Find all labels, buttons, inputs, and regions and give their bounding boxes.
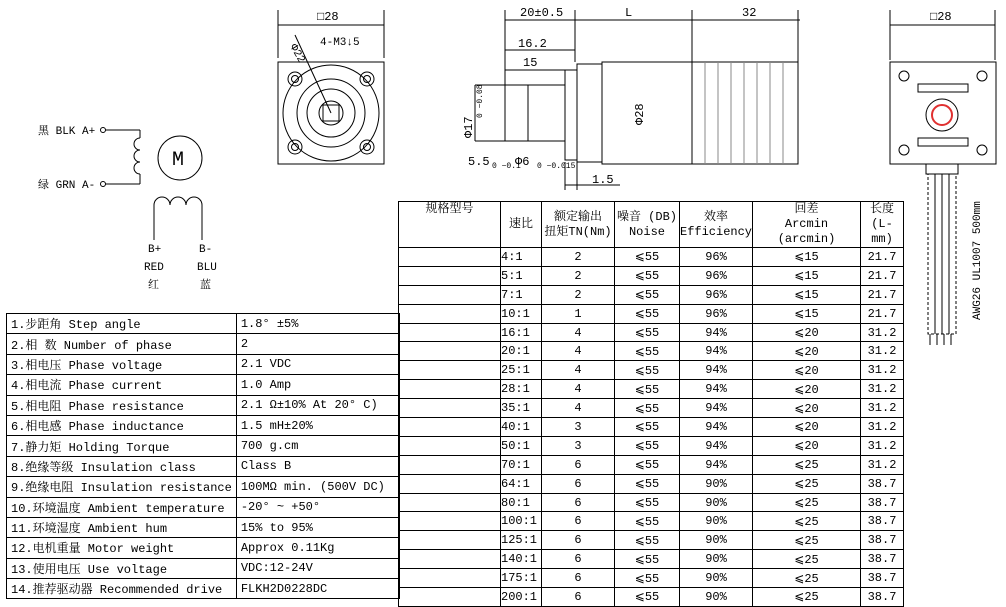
ratio-cell: 90% <box>680 588 753 607</box>
ratio-cell: ⩽25 <box>753 512 861 531</box>
ratio-row <box>399 304 904 323</box>
ratio-cell: ⩽20 <box>753 418 861 437</box>
front-view-drawing <box>265 0 395 175</box>
ratio-header: 速比 <box>501 202 542 248</box>
ratio-cell: ⩽25 <box>753 474 861 493</box>
dim-16-2-label: 16.2 <box>518 37 547 51</box>
ratio-cell: ⩽55 <box>615 493 680 512</box>
spec-key: 9.绝缘电阻 Insulation resistance <box>7 477 237 497</box>
spec-row <box>7 538 400 558</box>
dim-28-label: Φ28 <box>633 103 647 125</box>
ratio-cell: ⩽55 <box>615 436 680 455</box>
ratio-row <box>399 248 904 267</box>
ratio-row <box>399 380 904 399</box>
ratio-cell: 94% <box>680 436 753 455</box>
ratio-cell: 6 <box>542 455 615 474</box>
ratio-cell <box>399 418 501 437</box>
ratio-cell: ⩽55 <box>615 285 680 304</box>
ratio-row <box>399 361 904 380</box>
ratio-cell: 31.2 <box>861 380 904 399</box>
spec-key: 7.静力矩 Holding Torque <box>7 436 237 456</box>
ratio-cell: 90% <box>680 531 753 550</box>
ratio-cell: 94% <box>680 342 753 361</box>
holes-label: 4-M3↓5 <box>320 37 360 49</box>
ratio-cell <box>399 588 501 607</box>
ratio-cell: 31.2 <box>861 399 904 418</box>
ratio-cell: ⩽55 <box>615 569 680 588</box>
ratio-cell <box>399 285 501 304</box>
spec-value: -20° ~ +50° <box>236 497 399 517</box>
dim-1-5-label: 1.5 <box>592 173 614 187</box>
ratio-cell: 4 <box>542 380 615 399</box>
ratio-cell: ⩽15 <box>753 304 861 323</box>
ratio-cell: 140:1 <box>501 550 542 569</box>
dim-L-label: L <box>625 6 633 20</box>
ratio-cell: ⩽55 <box>615 588 680 607</box>
ratio-cell: 94% <box>680 380 753 399</box>
ratio-cell: 175:1 <box>501 569 542 588</box>
ratio-cell: ⩽55 <box>615 399 680 418</box>
ratio-cell: ⩽20 <box>753 342 861 361</box>
spec-row <box>7 395 400 415</box>
ratio-cell: ⩽55 <box>615 361 680 380</box>
ratio-cell: 5:1 <box>501 266 542 285</box>
ratio-cell <box>399 531 501 550</box>
dim-5-5-tol: 0 −0.1 <box>492 162 521 171</box>
ratio-cell <box>399 474 501 493</box>
b-plus-label: B+ <box>148 244 162 256</box>
ratio-cell <box>399 436 501 455</box>
dim-17-label: Φ17 <box>462 116 476 138</box>
ratio-cell: ⩽20 <box>753 361 861 380</box>
ratio-cell: 125:1 <box>501 531 542 550</box>
ratio-cell: 21.7 <box>861 285 904 304</box>
spec-value: VDC:12-24V <box>236 558 399 578</box>
spec-value: 700 g.cm <box>236 436 399 456</box>
ratio-cell: 10:1 <box>501 304 542 323</box>
ratio-cell: 31.2 <box>861 342 904 361</box>
spec-key: 12.电机重量 Motor weight <box>7 538 237 558</box>
ratio-row <box>399 266 904 285</box>
ratio-cell: ⩽55 <box>615 323 680 342</box>
ratio-cell: 31.2 <box>861 418 904 437</box>
ratio-row <box>399 531 904 550</box>
ratio-cell: ⩽55 <box>615 512 680 531</box>
spec-key: 10.环境温度 Ambient temperature <box>7 497 237 517</box>
ratio-cell: ⩽20 <box>753 380 861 399</box>
dim-6-label: Φ6 <box>515 155 530 169</box>
ratio-cell: 50:1 <box>501 436 542 455</box>
spec-key: 6.相电感 Phase inductance <box>7 415 237 435</box>
ratio-cell: 200:1 <box>501 588 542 607</box>
spec-row <box>7 354 400 374</box>
ratio-cell: 21.7 <box>861 248 904 267</box>
spec-value: 1.0 Amp <box>236 375 399 395</box>
spec-value: Class B <box>236 456 399 476</box>
motor-symbol: M <box>172 149 185 172</box>
ratio-cell <box>399 304 501 323</box>
ratio-cell: 90% <box>680 569 753 588</box>
ratio-cell: 2 <box>542 266 615 285</box>
dim-15-label: 15 <box>523 56 538 70</box>
ratio-cell: 3 <box>542 418 615 437</box>
spec-key: 4.相电流 Phase current <box>7 375 237 395</box>
end-size-label: □28 <box>930 10 952 24</box>
ratio-cell: ⩽25 <box>753 569 861 588</box>
ratio-cell: 96% <box>680 285 753 304</box>
ratio-cell: 6 <box>542 531 615 550</box>
spec-key: 1.步距角 Step angle <box>7 314 237 334</box>
spec-key: 14.推荐驱动器 Recommended drive <box>7 579 237 599</box>
ratio-cell: 38.7 <box>861 569 904 588</box>
ratio-cell <box>399 455 501 474</box>
ratio-cell: 6 <box>542 474 615 493</box>
spec-key: 2.相 数 Number of phase <box>7 334 237 354</box>
ratio-cell: 6 <box>542 569 615 588</box>
ratio-cell: ⩽55 <box>615 248 680 267</box>
ratio-cell: 1 <box>542 304 615 323</box>
ratio-cell: 6 <box>542 550 615 569</box>
side-view-drawing <box>460 0 805 195</box>
wiring-diagram <box>0 110 240 300</box>
a-plus-label: 黑 BLK A+ <box>38 126 96 138</box>
ratio-cell: 38.7 <box>861 512 904 531</box>
ratio-cell <box>399 512 501 531</box>
spec-key: 11.环境湿度 Ambient hum <box>7 517 237 537</box>
ratio-cell <box>399 323 501 342</box>
ratio-cell: 25:1 <box>501 361 542 380</box>
ratio-cell: ⩽55 <box>615 380 680 399</box>
ratio-header: 效率 Efficiency <box>680 202 753 248</box>
ratio-cell: 21.7 <box>861 304 904 323</box>
ratio-cell: ⩽25 <box>753 588 861 607</box>
ratio-cell: 31.2 <box>861 361 904 380</box>
dim-32-label: 32 <box>742 6 757 20</box>
ratio-cell: ⩽55 <box>615 266 680 285</box>
spec-row <box>7 436 400 456</box>
b-minus-label: B- <box>199 244 213 256</box>
spec-row <box>7 415 400 435</box>
spec-row <box>7 314 400 334</box>
ratio-cell: 94% <box>680 455 753 474</box>
spec-key: 5.相电阻 Phase resistance <box>7 395 237 415</box>
ratio-cell: 100:1 <box>501 512 542 531</box>
ratio-row <box>399 493 904 512</box>
ratio-cell: 96% <box>680 248 753 267</box>
ratio-cell: 4 <box>542 342 615 361</box>
spec-row <box>7 497 400 517</box>
ratio-cell <box>399 266 501 285</box>
ratio-cell: 96% <box>680 266 753 285</box>
ratio-cell: ⩽15 <box>753 285 861 304</box>
ratio-cell: ⩽20 <box>753 323 861 342</box>
spec-value: 2.1 VDC <box>236 354 399 374</box>
ratio-cell: ⩽55 <box>615 304 680 323</box>
spec-key: 3.相电压 Phase voltage <box>7 354 237 374</box>
ratio-row <box>399 512 904 531</box>
ratio-cell: 6 <box>542 493 615 512</box>
ratio-cell: ⩽55 <box>615 455 680 474</box>
ratio-cell: 38.7 <box>861 493 904 512</box>
ratio-cell: 94% <box>680 399 753 418</box>
spec-value: 1.5 mH±20% <box>236 415 399 435</box>
ratio-cell: 90% <box>680 550 753 569</box>
ratio-cell: 4 <box>542 361 615 380</box>
spec-value: 15% to 95% <box>236 517 399 537</box>
spec-value: 2 <box>236 334 399 354</box>
ratio-cell: 6 <box>542 588 615 607</box>
ratio-cell: ⩽20 <box>753 436 861 455</box>
ratio-row <box>399 342 904 361</box>
ratio-cell: 90% <box>680 512 753 531</box>
a-minus-label: 绿 GRN A- <box>38 180 96 192</box>
ratio-cell: 64:1 <box>501 474 542 493</box>
dim-5-5-label: 5.5 <box>468 155 490 169</box>
ratio-cell: 38.7 <box>861 474 904 493</box>
ratio-cell: 4 <box>542 323 615 342</box>
ratio-header: 长度 (L-mm) <box>861 202 904 248</box>
ratio-cell: 94% <box>680 323 753 342</box>
spec-row <box>7 334 400 354</box>
front-size-label: □28 <box>317 10 339 24</box>
ratio-cell: 80:1 <box>501 493 542 512</box>
gear-ratio-table <box>398 201 904 607</box>
dim-6-tol: 0 −0.015 <box>537 162 576 171</box>
ratio-cell: 31.2 <box>861 455 904 474</box>
spec-value: 1.8° ±5% <box>236 314 399 334</box>
spec-row <box>7 517 400 537</box>
spec-row <box>7 375 400 395</box>
ratio-cell: 94% <box>680 418 753 437</box>
ratio-cell: 28:1 <box>501 380 542 399</box>
ratio-cell: ⩽25 <box>753 493 861 512</box>
ratio-row <box>399 323 904 342</box>
ratio-row <box>399 285 904 304</box>
ratio-cell <box>399 361 501 380</box>
ratio-header: 噪音 (DB) Noise <box>615 202 680 248</box>
spec-value: 2.1 Ω±10% At 20° C) <box>236 395 399 415</box>
ratio-cell: 2 <box>542 285 615 304</box>
ratio-cell: 38.7 <box>861 550 904 569</box>
spec-row <box>7 477 400 497</box>
ratio-cell: ⩽55 <box>615 342 680 361</box>
ratio-row <box>399 550 904 569</box>
ratio-cell: 7:1 <box>501 285 542 304</box>
ratio-cell: 31.2 <box>861 436 904 455</box>
ratio-cell: 4 <box>542 399 615 418</box>
ratio-cell: ⩽55 <box>615 550 680 569</box>
ratio-cell: 3 <box>542 436 615 455</box>
ratio-cell: 70:1 <box>501 455 542 474</box>
spec-key: 8.绝缘等级 Insulation class <box>7 456 237 476</box>
ratio-cell <box>399 550 501 569</box>
spec-value: FLKH2D0228DC <box>236 579 399 599</box>
ratio-row <box>399 399 904 418</box>
ratio-cell <box>399 342 501 361</box>
ratio-cell: 6 <box>542 512 615 531</box>
ratio-cell: ⩽25 <box>753 531 861 550</box>
cable-label: AWG26 UL1007 500mm <box>972 201 984 320</box>
ratio-cell: 21.7 <box>861 266 904 285</box>
ratio-header: 额定输出 扭矩TN(Nm) <box>542 202 615 248</box>
ratio-cell: 40:1 <box>501 418 542 437</box>
spec-row <box>7 579 400 599</box>
spec-key: 13.使用电压 Use voltage <box>7 558 237 578</box>
ratio-cell: 94% <box>680 361 753 380</box>
spec-row <box>7 456 400 476</box>
ratio-cell: 16:1 <box>501 323 542 342</box>
dim-17-tol: 0 −0.08 <box>476 84 485 118</box>
spec-table <box>6 313 400 599</box>
ratio-cell: ⩽15 <box>753 248 861 267</box>
ratio-cell: 31.2 <box>861 323 904 342</box>
ratio-cell: 38.7 <box>861 588 904 607</box>
ratio-cell: 35:1 <box>501 399 542 418</box>
ratio-header: 规格型号 <box>399 202 501 248</box>
ratio-cell: 2 <box>542 248 615 267</box>
ratio-cell: ⩽55 <box>615 531 680 550</box>
spec-value: 100MΩ min. (500V DC) <box>236 477 399 497</box>
b-plus-cn: 红 <box>148 280 159 292</box>
ratio-cell: ⩽55 <box>615 418 680 437</box>
spec-value: Approx 0.11Kg <box>236 538 399 558</box>
ratio-cell: ⩽25 <box>753 550 861 569</box>
ratio-row <box>399 418 904 437</box>
ratio-row <box>399 455 904 474</box>
ratio-cell: 96% <box>680 304 753 323</box>
ratio-cell: 38.7 <box>861 531 904 550</box>
ratio-cell <box>399 569 501 588</box>
ratio-row <box>399 474 904 493</box>
ratio-cell <box>399 248 501 267</box>
ratio-cell <box>399 380 501 399</box>
b-plus-color: RED <box>144 262 164 274</box>
ratio-cell: 20:1 <box>501 342 542 361</box>
ratio-cell: ⩽25 <box>753 455 861 474</box>
ratio-cell: ⩽20 <box>753 399 861 418</box>
spec-row <box>7 558 400 578</box>
ratio-cell <box>399 399 501 418</box>
ratio-cell: ⩽55 <box>615 474 680 493</box>
ratio-cell: 90% <box>680 474 753 493</box>
ratio-row <box>399 436 904 455</box>
b-minus-color: BLU <box>197 262 217 274</box>
ratio-cell: 4:1 <box>501 248 542 267</box>
b-minus-cn: 蓝 <box>200 280 211 292</box>
ratio-row <box>399 588 904 607</box>
ratio-cell: 90% <box>680 493 753 512</box>
ratio-header: 回差 Arcmin (arcmin) <box>753 202 861 248</box>
ratio-cell <box>399 493 501 512</box>
ratio-cell: ⩽15 <box>753 266 861 285</box>
bolt-circle-label: Φ22 <box>286 42 307 66</box>
dim-20-label: 20±0.5 <box>520 6 564 20</box>
ratio-row <box>399 569 904 588</box>
